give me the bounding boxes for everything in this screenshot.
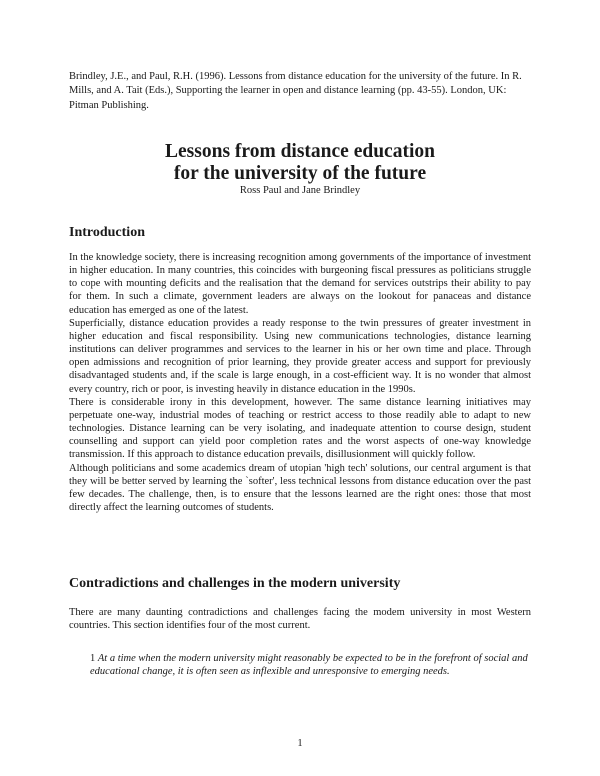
citation: Brindley, J.E., and Paul, R.H. (1996). Lessons from distance education for the university of the future. In R. Mills, and A. Tait (Eds.), Supporting the learner in open and distance learning (pp. 43-55). London, UK: Pitman Publishing. [69, 71, 522, 111]
contradictions-body [69, 606, 531, 632]
contradictions-intro: There are many daunting contradictions and challenges facing the modem university in most Western countries. This section identifies four of the most current. [69, 607, 531, 632]
title-line-1: Lessons from distance education [165, 141, 435, 162]
page-number: 1 [297, 738, 303, 749]
title-line-2: for the university of the future [173, 163, 427, 184]
intro-paragraph-1: In the knowledge society, there is increasing recognition among governments of the importance of investment in higher education. In many countries, this coincides with burgeoning fiscal pressures as politicians struggle to cope with mounting deficits and the realisation that the demand for services outstrips their ability to pay for them. In such a climate, government leaders are always on the lookout for panaceas and distance education has emerged as one of the latest. [69, 252, 531, 316]
intro-paragraph-4: Although politicians and some academics dream of utopian 'high tech' solutions, our central argument is that they will be better served by learning the `softer', less technical lessons from distance education over the past few decades. The challenge, then, is to ensure that the lessons learned are the right ones: those that most directly affect the learning outcomes of students. [69, 462, 531, 513]
item-number: 1 [90, 653, 96, 664]
intro-paragraph-2: Superficially, distance education provides a ready response to the twin pressures of greater investment in higher education and fiscal responsibility. Using new communications technologies, distance learning institutions can deliver programmes and services to the learner in his or her own time and place. Through open admissions and recognition of prior learning, they provide greater access and support for previously disadvantaged students and, if the scale is large enough, in a cost-efficient way. It is no wonder that almost every country, rich or poor, is investing heavily in distance education in the 1990s. [69, 317, 531, 395]
numbered-item [90, 652, 531, 678]
contradictions-heading: Contradictions and challenges in the modern university [69, 576, 401, 591]
item-text: At a time when the modern university might reasonably be expected to be in the forefront of social and educational change, it is often seen as inflexible and unresponsive to emerging needs. [90, 653, 528, 678]
introduction-heading: Introduction [69, 225, 145, 240]
introduction-body [69, 251, 531, 514]
intro-paragraph-3: There is considerable irony in this development, however. The same distance learning initiatives may perpetuate one-way, industrial modes of teaching or restrict access to those readily able to adapt to new technologies. Distance learning can be very isolating, and inadequate attention to course design, student counselling and support can yield poor completion rates and the worst aspects of one-way knowledge transmission. If this approach to distance education prevails, disillusionment will quickly follow. [69, 396, 531, 461]
authors: Ross Paul and Jane Brindley [239, 185, 361, 196]
